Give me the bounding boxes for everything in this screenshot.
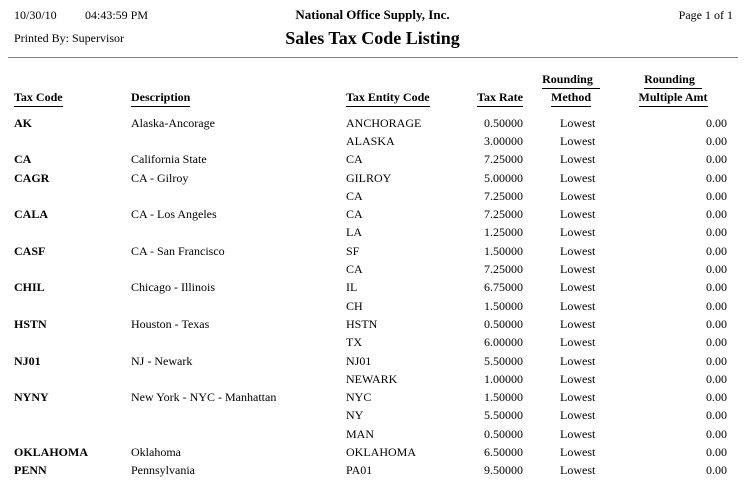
table-row [0, 407, 745, 425]
tax-code-table [0, 71, 745, 480]
tax-rate-cell: 7.25000 [484, 152, 523, 167]
rounding-method-cell: Lowest [560, 426, 596, 441]
tax-rate-cell: 1.00000 [484, 371, 523, 386]
description-cell [131, 224, 346, 242]
table-row [0, 462, 745, 480]
description-cell [131, 132, 346, 150]
tax-rate-cell: 7.25000 [484, 188, 523, 203]
description-cell [131, 334, 346, 352]
col-header-rounding-multiple-amt [619, 71, 745, 114]
description-cell: Oklahoma [131, 444, 181, 459]
description-cell: NJ - Newark [131, 353, 193, 368]
rounding-multiple-amt-cell: 0.00 [706, 298, 727, 313]
rounding-multiple-amt-cell: 0.00 [706, 225, 727, 240]
description-cell: Houston - Texas [131, 316, 210, 331]
company-name: National Office Supply, Inc. [295, 7, 450, 22]
tax-rate-cell: 1.50000 [484, 298, 523, 313]
table-row [0, 151, 745, 169]
rounding-multiple-amt-cell: 0.00 [706, 133, 727, 148]
table-header-row [0, 71, 745, 114]
table-row [0, 279, 745, 297]
tax-entity-code-cell: NY [346, 408, 364, 423]
rounding-method-cell: Lowest [560, 115, 596, 130]
report-time: 04:43:59 PM [85, 8, 149, 22]
rounding-multiple-amt-cell: 0.00 [706, 207, 727, 222]
rounding-method-cell: Lowest [560, 225, 596, 240]
tax-rate-cell: 0.50000 [484, 316, 523, 331]
tax-code-cell: CA [14, 152, 32, 167]
table-row [0, 315, 745, 333]
report-title: Sales Tax Code Listing [285, 28, 460, 48]
table-row [0, 224, 745, 242]
tax-rate-cell: 1.50000 [484, 243, 523, 258]
tax-rate-cell: 6.00000 [484, 335, 523, 350]
rounding-multiple-amt-cell: 0.00 [706, 280, 727, 295]
description-cell [131, 260, 346, 278]
tax-entity-code-cell: IL [346, 280, 358, 295]
rounding-method-cell: Lowest [560, 133, 596, 148]
col-header-line2 [619, 89, 727, 107]
table-row [0, 205, 745, 223]
rounding-multiple-amt-cell: 0.00 [706, 188, 727, 203]
rounding-method-cell: Lowest [560, 188, 596, 203]
description-cell: California State [131, 152, 207, 167]
col-header-tax-entity-code [346, 71, 456, 114]
col-header-label: Description [131, 89, 190, 107]
tax-rate-cell: 1.50000 [484, 390, 523, 405]
rounding-method-cell: Lowest [560, 207, 596, 222]
col-header-label: Method [551, 89, 591, 107]
tax-code-cell: CHIL [14, 280, 45, 295]
rounding-method-cell: Lowest [560, 335, 596, 350]
description-cell [131, 370, 346, 388]
description-cell: Pennsylvania [131, 463, 195, 478]
tax-rate-cell: 7.25000 [484, 207, 523, 222]
tax-entity-code-cell: NJ01 [346, 353, 372, 368]
rounding-multiple-amt-cell: 0.00 [706, 390, 727, 405]
rounding-multiple-amt-cell: 0.00 [706, 371, 727, 386]
description-cell: Chicago - Illinois [131, 280, 215, 295]
tax-entity-code-cell: SF [346, 243, 360, 258]
tax-code-cell: NYNY [14, 390, 49, 405]
tax-rate-cell: 5.50000 [484, 353, 523, 368]
rounding-multiple-amt-cell: 0.00 [706, 115, 727, 130]
description-cell: New York - NYC - Manhattan [131, 390, 277, 405]
tax-entity-code-cell: HSTN [346, 316, 378, 331]
tax-rate-cell: 0.50000 [484, 115, 523, 130]
rounding-method-cell: Lowest [560, 243, 596, 258]
table-row [0, 425, 745, 443]
tax-entity-code-cell: CA [346, 207, 363, 222]
rounding-multiple-amt-cell: 0.00 [706, 243, 727, 258]
tax-rate-cell: 5.00000 [484, 170, 523, 185]
tax-code-cell: CALA [14, 207, 49, 222]
table-row [0, 169, 745, 187]
rounding-method-cell: Lowest [560, 262, 596, 277]
table-row [0, 443, 745, 461]
tax-rate-cell: 3.00000 [484, 133, 523, 148]
tax-code-cell: NJ01 [14, 353, 41, 368]
tax-rate-cell: 7.25000 [484, 262, 523, 277]
tax-code-cell: CAGR [14, 170, 50, 185]
table-row [0, 242, 745, 260]
rounding-method-cell: Lowest [560, 170, 596, 185]
tax-rate-cell: 1.25000 [484, 225, 523, 240]
table-row [0, 352, 745, 370]
col-header-rounding-method [523, 71, 619, 114]
tax-code-cell [0, 297, 131, 315]
rounding-method-cell: Lowest [560, 353, 596, 368]
tax-code-cell: OKLAHOMA [14, 444, 88, 459]
rounding-method-cell: Lowest [560, 463, 596, 478]
header-divider [8, 57, 738, 58]
tax-code-cell [0, 334, 131, 352]
tax-entity-code-cell: NYC [346, 390, 372, 405]
rounding-method-cell: Lowest [560, 444, 596, 459]
tax-rate-cell: 6.50000 [484, 444, 523, 459]
tax-code-cell [0, 260, 131, 278]
table-row [0, 388, 745, 406]
description-cell [131, 425, 346, 443]
description-cell [131, 407, 346, 425]
tax-entity-code-cell: OKLAHOMA [346, 444, 416, 459]
tax-entity-code-cell: MAN [346, 426, 375, 441]
table-row [0, 334, 745, 352]
tax-code-cell [0, 187, 131, 205]
rounding-multiple-amt-cell: 0.00 [706, 426, 727, 441]
tax-entity-code-cell: GILROY [346, 170, 392, 185]
rounding-multiple-amt-cell: 0.00 [706, 262, 727, 277]
page-indicator: Page 1 of 1 [678, 8, 733, 22]
printed-by: Printed By: Supervisor [14, 31, 124, 45]
rounding-multiple-amt-cell: 0.00 [706, 316, 727, 331]
tax-code-cell [0, 407, 131, 425]
rounding-method-cell: Lowest [560, 280, 596, 295]
col-header-label: Tax Entity Code [346, 89, 430, 107]
tax-rate-cell: 6.75000 [484, 280, 523, 295]
rounding-method-cell: Lowest [560, 152, 596, 167]
description-cell [131, 187, 346, 205]
tax-entity-code-cell: NEWARK [346, 371, 398, 386]
tax-code-cell: AK [14, 115, 32, 130]
description-cell: CA - San Francisco [131, 243, 225, 258]
table-row [0, 297, 745, 315]
rounding-multiple-amt-cell: 0.00 [706, 463, 727, 478]
tax-code-cell [0, 425, 131, 443]
description-cell: CA - Gilroy [131, 170, 189, 185]
col-header-label: Multiple Amt [639, 89, 708, 107]
rounding-multiple-amt-cell: 0.00 [706, 170, 727, 185]
col-header-line1 [619, 71, 727, 89]
tax-code-cell [0, 224, 131, 242]
tax-code-cell [0, 370, 131, 388]
table-row [0, 187, 745, 205]
tax-entity-code-cell: TX [346, 335, 362, 350]
tax-rate-cell: 9.50000 [484, 463, 523, 478]
tax-entity-code-cell: CA [346, 188, 363, 203]
table-row [0, 370, 745, 388]
col-header-label: Tax Rate [477, 89, 523, 107]
rounding-multiple-amt-cell: 0.00 [706, 335, 727, 350]
tax-entity-code-cell: LA [346, 225, 362, 240]
tax-entity-code-cell: ANCHORAGE [346, 115, 422, 130]
rounding-method-cell: Lowest [560, 298, 596, 313]
col-header-label: Rounding [644, 71, 702, 89]
description-cell [131, 297, 346, 315]
col-header-label: Tax Code [14, 89, 63, 107]
table-body [0, 114, 745, 480]
description-cell: CA - Los Angeles [131, 207, 217, 222]
col-header-tax-rate [456, 71, 523, 114]
rounding-multiple-amt-cell: 0.00 [706, 152, 727, 167]
col-header-label: Rounding [542, 71, 600, 89]
rounding-method-cell: Lowest [560, 390, 596, 405]
table-row [0, 114, 745, 132]
table-row [0, 260, 745, 278]
tax-entity-code-cell: CA [346, 152, 363, 167]
tax-code-cell [0, 132, 131, 150]
tax-entity-code-cell: CA [346, 262, 363, 277]
tax-code-cell: PENN [14, 463, 47, 478]
rounding-method-cell: Lowest [560, 316, 596, 331]
tax-entity-code-cell: PA01 [346, 463, 373, 478]
rounding-method-cell: Lowest [560, 371, 596, 386]
col-header-line1 [523, 71, 619, 89]
tax-code-cell: HSTN [14, 316, 47, 331]
col-header-tax-code [0, 71, 131, 114]
report-date: 10/30/10 [14, 8, 57, 22]
tax-code-cell: CASF [14, 243, 46, 258]
description-cell: Alaska-Ancorage [131, 115, 215, 130]
rounding-multiple-amt-cell: 0.00 [706, 444, 727, 459]
tax-entity-code-cell: CH [346, 298, 363, 313]
rounding-multiple-amt-cell: 0.00 [706, 353, 727, 368]
tax-rate-cell: 5.50000 [484, 408, 523, 423]
col-header-line2 [523, 89, 619, 107]
tax-entity-code-cell: ALASKA [346, 133, 395, 148]
col-header-description [131, 71, 346, 114]
table-row [0, 132, 745, 150]
rounding-multiple-amt-cell: 0.00 [706, 408, 727, 423]
rounding-method-cell: Lowest [560, 408, 596, 423]
tax-rate-cell: 0.50000 [484, 426, 523, 441]
